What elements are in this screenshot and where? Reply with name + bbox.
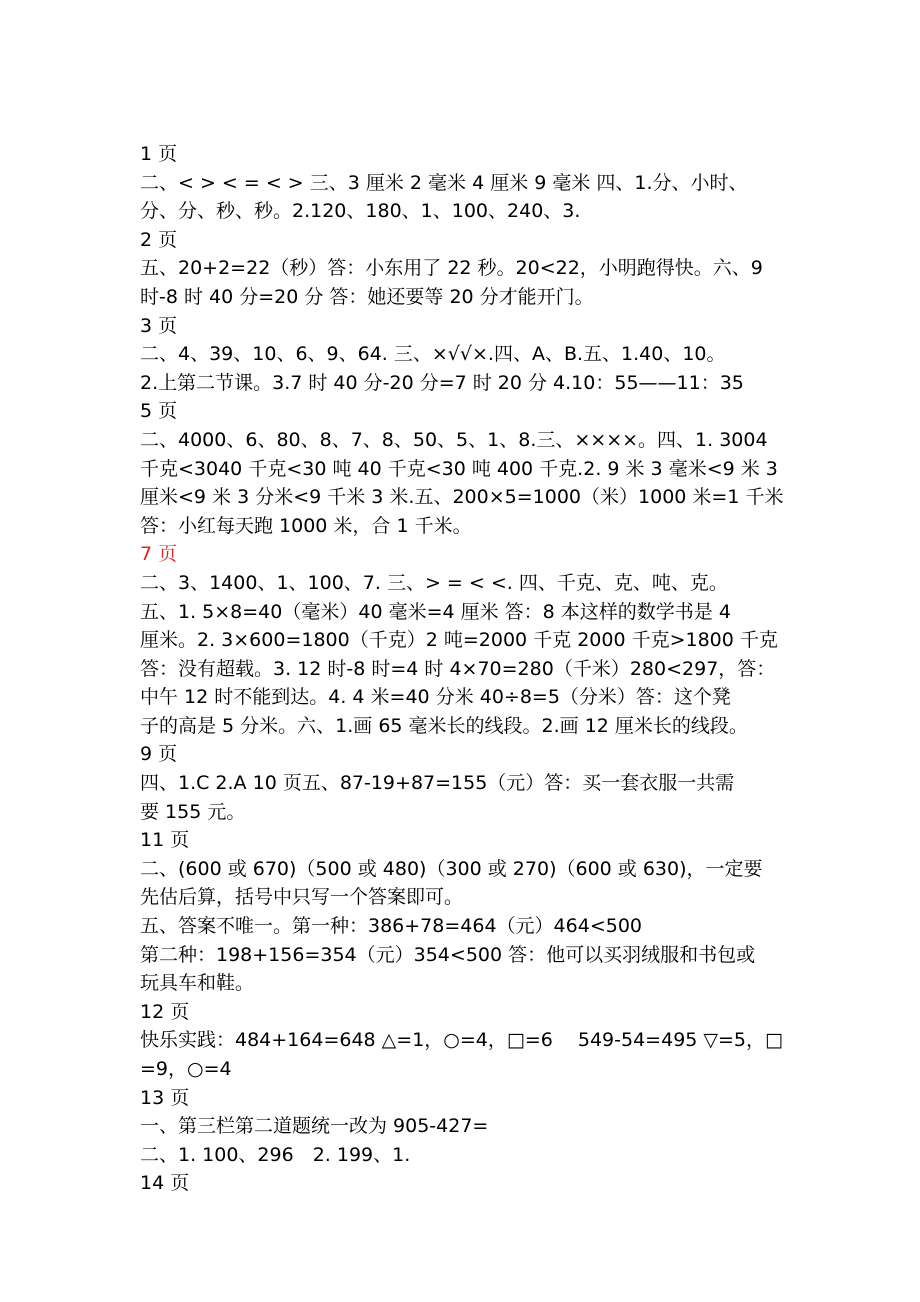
answer-line: 二、3、1400、1、100、7. 三、> = < <. 四、千克、克、吨、克。 — [140, 571, 728, 594]
answer-line: 先估后算，括号中只写一个答案即可。 — [140, 886, 464, 909]
answer-line: 五、1. 5×8=40（毫米）40 毫米=4 厘米 答：8 本这样的数学书是 4 — [140, 600, 731, 623]
answer-line: 答：小红每天跑 1000 米，合 1 千米。 — [140, 514, 472, 537]
answer-line: 二、1. 100、296 2. 199、1. — [140, 1143, 411, 1166]
page-heading: 12 页 — [140, 1000, 190, 1023]
answer-line: 快乐实践：484+164=648 △=1，○=4，□=6 549-54=495 ▽=5，□ — [140, 1029, 783, 1052]
page-heading: 7 页 — [140, 543, 178, 566]
answer-line: 玩具车和鞋。 — [140, 972, 255, 995]
answer-line: 五、答案不唯一。第一种：386+78=464（元）464<500 — [140, 915, 642, 938]
answer-line: 二、4、39、10、6、9、64. 三、×√√×.四、A、B.五、1.40、10。 — [140, 343, 726, 366]
answer-line: 二、4000、6、80、8、7、8、50、5、1、8.三、××××。四、1. 3004 — [140, 428, 768, 451]
page-heading: 2 页 — [140, 228, 178, 251]
answer-line: 二、(600 或 670)（500 或 480)（300 或 270)（600 或 630)，一定要 — [140, 857, 763, 880]
answer-line: 四、1.C 2.A 10 页五、87-19+87=155（元）答：买一套衣服一共需 — [140, 772, 735, 795]
answer-line: 中午 12 时不能到达。4. 4 米=40 分米 40÷8=5（分米）答：这个凳 — [140, 686, 731, 709]
answer-line: 千克<3040 千克<30 吨 40 千克<30 吨 400 千克.2. 9 米 3 毫米<9 米 3 — [140, 457, 778, 480]
page-heading: 5 页 — [140, 400, 178, 423]
page-heading: 13 页 — [140, 1086, 190, 1109]
answer-line: 时-8 时 40 分=20 分 答：她还要等 20 分才能开门。 — [140, 285, 594, 308]
answer-line: 一、第三栏第二道题统一改为 905-427= — [140, 1115, 489, 1138]
answer-line: 厘米。2. 3×600=1800（千克）2 吨=2000 千克 2000 千克>1800 千克 — [140, 629, 778, 652]
answer-line: 第二种：198+156=354（元）354<500 答：他可以买羽绒服和书包或 — [140, 943, 756, 966]
answer-line: 子的高是 5 分米。六、1.画 65 毫米长的线段。2.画 12 厘米长的线段。 — [140, 714, 748, 737]
answer-line: =9，○=4 — [140, 1058, 232, 1080]
answer-line: 厘米<9 米 3 分米<9 千米 3 米.五、200×5=1000（米）1000 米=1 千米 — [140, 486, 784, 509]
answer-line: 五、20+2=22（秒）答：小东用了 22 秒。20<22，小明跑得快。六、9 — [140, 257, 763, 280]
answer-line: 答：没有超载。3. 12 时-8 时=4 时 4×70=280（千米）280<297，答： — [140, 657, 776, 680]
page-heading: 3 页 — [140, 314, 178, 337]
document-page — [140, 140, 790, 1198]
answer-line: 要 155 元。 — [140, 800, 246, 823]
page-heading: 14 页 — [140, 1172, 190, 1195]
answer-line: 二、< > < = < > 三、3 厘米 2 毫米 4 厘米 9 毫米 四、1.分、小时、 — [140, 171, 748, 194]
answer-line: 分、分、秒、秒。2.120、180、1、100、240、3. — [140, 200, 581, 223]
page-heading: 9 页 — [140, 743, 178, 766]
answer-line: 2.上第二节课。3.7 时 40 分-20 分=7 时 20 分 4.10：55——11：35 — [140, 371, 744, 394]
page-heading: 11 页 — [140, 829, 190, 852]
page-heading: 1 页 — [140, 143, 178, 165]
